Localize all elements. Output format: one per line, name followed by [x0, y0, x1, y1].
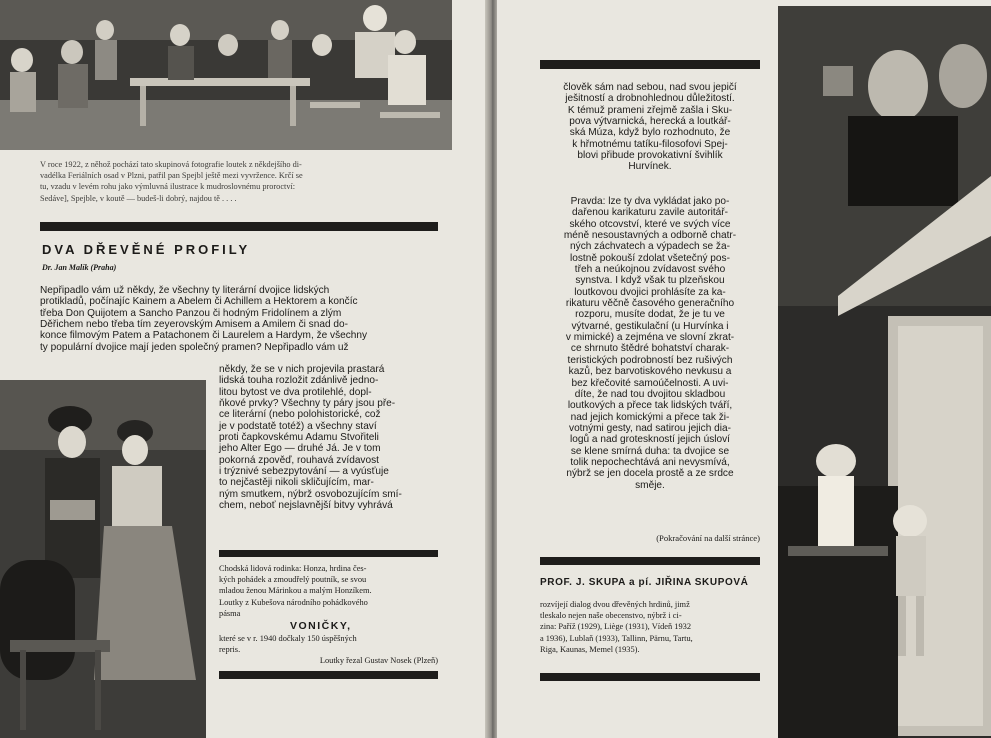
names-divider-top — [540, 557, 760, 565]
names-caption: rozvíjejí dialog dvou dřevěných hrdinů, jimž tleskalo nejen naše obecenstvo, nýbrž i ci- zina: Paříž (1929), Liège (1931), Vídeň 1932 a 1936), Lublaň (1933), Tallinn, Pärnu, Tartu, Riga, Kaunas, Memel (1935). — [540, 600, 693, 654]
intro-paragraph: Nepřipadlo vám už někdy, že všechny ty literární dvojice lidských protikladů, počínajíc Kainem a Abelem či Achillem a Hektorem a končíc třeba Don Quijotem a Sancho Panzou či hodným Fridolínem a zlým Děřichem nebo třeba tím zeyerovským Amisem a Amilem či snad do- konce filmovým Patem a Patachonem či Laurelem a Hardym, že všechny ty populární dvojice mají jeden společný pramen? Nepřipadlo vám už — [40, 285, 368, 353]
top-photo-caption: V roce 1922, z něhož pochází tato skupinová fotografie loutek z někdejšího di- vadélka Feriálních osad v Plzni, patřil pan Spejbl ještě mezi vyvržence. Krčí se tu, vzadu v levém rohu jako výmluvná ilustrace k mudroslovnému proroctví: Sedáve], Spejble, v koutě — budeš-li dobrý, najdou tě . . . . — [40, 160, 303, 203]
play-title: VONIČKY, — [290, 620, 352, 632]
main-column: někdy, že se v nich projevila prastará lidská touha rozložit zdánlivě jedno- litou bytost ve dva protilehlé, dopl- ňkové prvky? Všechny ty páry jsou pře- ce literární (nebo polohistorické, což je v podstatě totéž) a všechny staví proti čapkovskému Adamu Stvořiteli jeho Alter Ego — druhé Já. Je v tom pokorná zpověď, rouhavá zvídavost i trýznivé sebezpytování — a vyúsťuje to nejčastěji nikoli skličujícím, mar- ným smutkem, nýbrž osvobozujícím smí- chem, neboť nejslavnější bitvy vyhrává — [219, 364, 402, 512]
article-title: DVA DŘEVĚNÉ PROFILY — [42, 242, 251, 257]
caption-divider-bottom — [219, 671, 438, 679]
skupa-stage-illustration — [778, 6, 991, 738]
caption-divider-top — [219, 550, 438, 557]
section-divider — [40, 222, 438, 231]
folk-photo-caption: Chodská lidová rodinka: Honza, hrdina čes- kých pohádek a zmoudřelý poutník, se svou mladou ženou Márinkou a malým Honzíkem. Loutky z Kubešova národního pohádkového pásma — [219, 564, 372, 618]
continued-paragraph: člověk sám nad sebou, nad svou jepičí ješitností a drobnohlednou důležitostí. K témuž prameni zřejmě zašla i Sku- pova výtvarnická, herecká a loutkář- ská Múza, když bylo rozhodnuto, že k hřmotnému tatíku-filosofovi Spej- blovi přibude provokativní švihlík Hurvínek. — [563, 82, 737, 173]
puppet-group-photo — [0, 0, 452, 150]
pravda-paragraph: Pravda: lze ty dva vykládat jako po- dařenou karikaturu zavile autoritář- ského otcovství, které ve svých více méně nesoustavných a odborně chatr- ných záchvatech a výpadech se ža- lostně pokouší zdolat všetečný pos- třeh a neúkojnou zvídavost svého synstva. I když však tu plzeňskou loutkovou dvojici prohlásíte za ka- rikaturu věčně časového generačního rozporu, musíte dodat, že je tu ve výtvarné, gestikulační (u Hurvínka i v mimické) a zejména ve slovní zkrat- ce shrnuto štědré bohatství charak- teristických podrobností bez rušivých kazů, bez barvotiskového nevkusu a bez křečovité samoúčelnosti. A uvi- díte, že nad tou dvojitou skladbou loutkových a přece tak lidských tváří, nad jejich komickými a přece tak ži- votnými gesty, nad satirou jejich dia- logů a nad groteskností jejich úsloví se klene smírná duha: ta dvojice se tolik nepochechtává ani nevysmívá, nýbrž se jen docela prostě a ze srdce směje. — [563, 196, 737, 491]
play-note: které se v r. 1940 dočkaly 150 úspěšných repris. — [219, 634, 357, 655]
names-heading: PROF. J. SKUPA a pí. JIŘINA SKUPOVÁ — [540, 577, 749, 588]
puppet-group-illustration — [0, 0, 452, 150]
left-page — [0, 0, 487, 738]
folk-family-illustration — [0, 380, 206, 738]
right-top-divider — [540, 60, 760, 69]
skupa-stage-photo — [778, 6, 991, 738]
right-page — [497, 0, 991, 738]
folk-family-photo — [0, 380, 206, 738]
continuation-note: (Pokračování na další stránce) — [656, 533, 760, 543]
carver-credit: Loutky řezal Gustav Nosek (Plzeň) — [319, 656, 438, 665]
article-author: Dr. Jan Malík (Praha) — [42, 263, 117, 272]
names-divider-bottom — [540, 673, 760, 681]
